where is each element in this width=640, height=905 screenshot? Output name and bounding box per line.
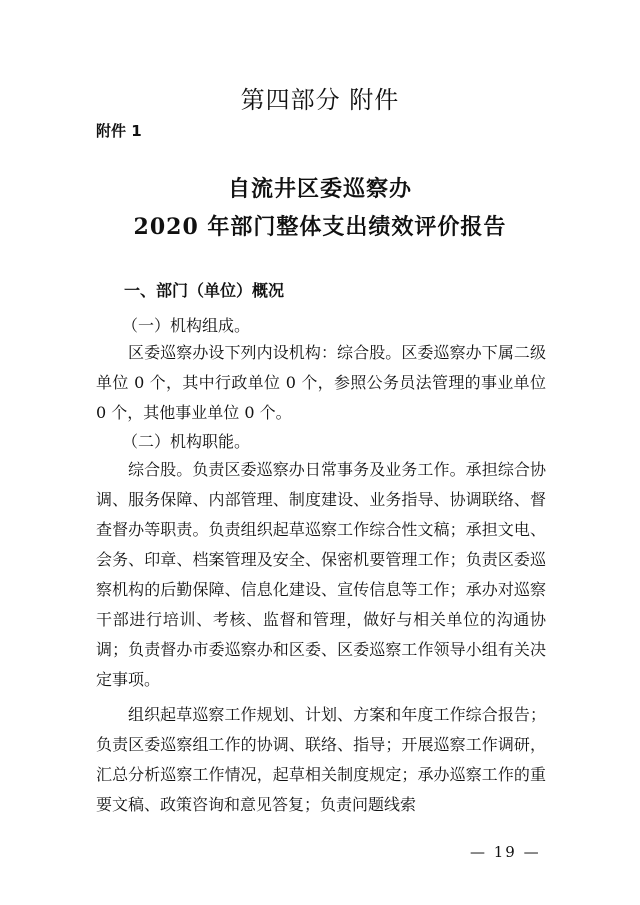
subsection-heading-organization: （一）机构组成。 (122, 316, 251, 335)
report-title-line1: 自流井区委巡察办 (227, 176, 412, 202)
attachment-label: 附件 1 (96, 122, 142, 140)
paragraph-functions-2: 组织起草巡察工作规划、计划、方案和年度工作综合报告；负责区委巡察组工作的协调、联络、指导；开展巡察工作调研，汇总分析巡察工作情况，起草相关制度规定；承办巡察工作的重要文稿、政策咨询和意见答复；负责问题线索 (96, 705, 546, 814)
paragraph-organization: 区委巡察办设下列内设机构：综合股。区委巡察办下属二级单位 0 个，其中行政单位 0 个，参照公务员法管理的事业单位 0 个，其他事业单位 0 个。 (96, 343, 546, 422)
part-title: 第四部分 附件 (240, 86, 400, 114)
page-number: — 19 — (470, 843, 541, 861)
section-heading: 一、部门（单位）概况 (124, 281, 285, 300)
report-title-line2: 2020 年部门整体支出绩效评价报告 (133, 214, 507, 240)
subsection-heading-functions: （二）机构职能。 (122, 432, 251, 451)
paragraph-functions-1: 综合股。负责区委巡察办日常事务及业务工作。承担综合协调、服务保障、内部管理、制度建设、业务指导、协调联络、督查督办等职责。负责组织起草巡察工作综合性文稿；承担文电、会务、印章、档案管理及安全、保密机要管理工作；负责区委巡察机构的后勤保障、信息化建设、宣传信息等工作；承办对巡察干部进行培训、考核、监督和管理，做好与相关单位的沟通协调；负责督办市委巡察办和区委、区委巡察工作领导小组有关决定事项。 (96, 460, 546, 689)
